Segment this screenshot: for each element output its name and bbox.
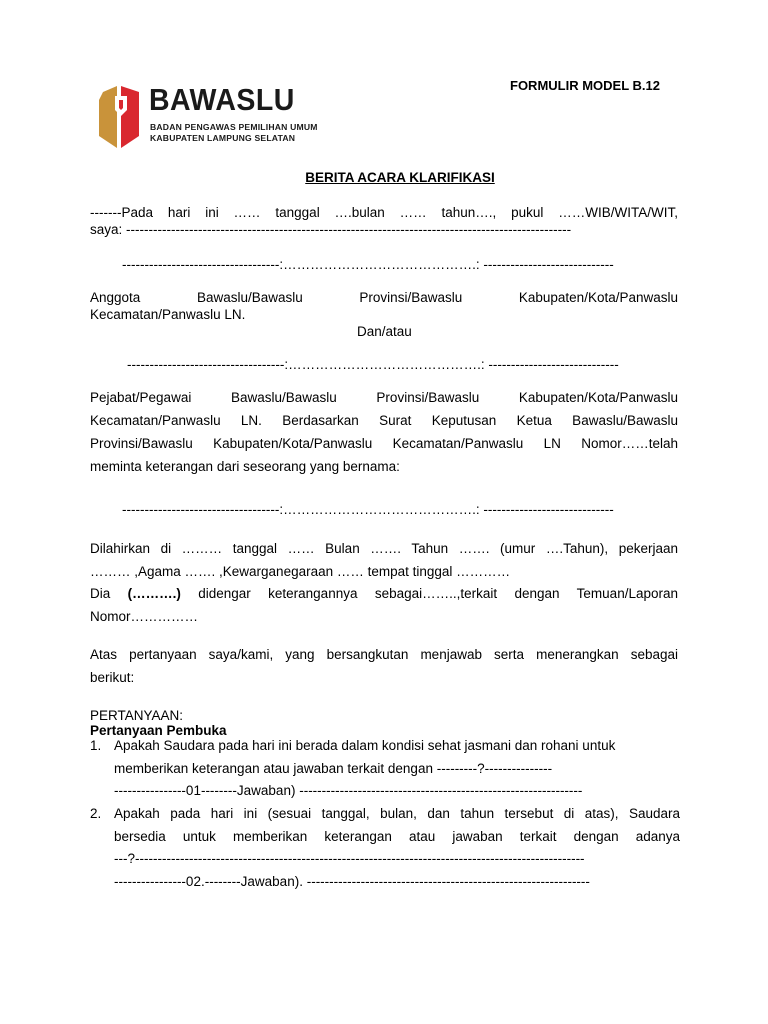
member-line-1: Anggota Bawaslu/Bawaslu Provinsi/Bawaslu Kabupaten/Kota/Panwaslu [90, 290, 678, 305]
question-2-line-2: bersedia untuk memberikan keterangan atau jawaban terkait dengan adanya [114, 829, 680, 844]
question-1-line-3: ----------------01--------Jawaban) --------------------------------------------------------------- [114, 783, 583, 798]
opening-line-2: saya: --------------------------------------------------------------------------------------------------- [90, 222, 572, 237]
official-line-2: Kecamatan/Panwaslu LN. Berdasarkan Surat Keputusan Ketua Bawaslu/Bawaslu [90, 413, 678, 428]
logo-subtitle-1: BADAN PENGAWAS PEMILIHAN UMUM [150, 122, 318, 132]
identity-name-placeholder: (……….) [127, 586, 181, 601]
answer-intro-line-2: berikut: [90, 670, 135, 685]
logo-subtitle-2: KABUPATEN LAMPUNG SELATAN [150, 133, 296, 143]
official-line-4: meminta keterangan dari seseorang yang bernama: [90, 459, 400, 474]
question-2-number: 2. [90, 806, 102, 821]
blank-line-3: -----------------------------------:…………………………………….: ----------------------------- [122, 502, 614, 517]
question-2-line-3: ---?---------------------------------------------------------------------------------------------------- [114, 851, 585, 866]
question-2-line-4: ----------------02.--------Jawaban). --------------------------------------------------------------- [114, 874, 590, 889]
and-or-label: Dan/atau [357, 324, 412, 339]
opening-questions-subheading: Pertanyaan Pembuka [90, 723, 227, 738]
question-2-line-1: Apakah pada hari ini (sesuai tanggal, bulan, dan tahun tersebut di atas), Saudara [114, 806, 680, 821]
logo-wordmark: BAWASLU [149, 82, 295, 117]
blank-line-2: -----------------------------------:…………………………………….: ----------------------------- [127, 357, 619, 372]
blank-line-1: -----------------------------------:…………………………………….: ----------------------------- [122, 257, 614, 272]
document-title: BERITA ACARA KLARIFIKASI [305, 170, 495, 185]
official-line-3: Provinsi/Bawaslu Kabupaten/Kota/Panwaslu Kecamatan/Panwaslu LN Nomor……telah [90, 436, 678, 451]
question-1-line-2: memberikan keterangan atau jawaban terkait dengan ---------?--------------- [114, 761, 553, 776]
identity-line-1: Dilahirkan di ……… tanggal …… Bulan ……. Tahun ……. (umur ….Tahun), pekerjaan [90, 541, 678, 556]
question-1-number: 1. [90, 738, 102, 753]
member-line-2: Kecamatan/Panwaslu LN. [90, 307, 246, 322]
identity-line-4: Nomor…………… [90, 609, 199, 624]
identity-line-3-end: didengar keterangannya sebagai……..,terkait dengan Temuan/Laporan [180, 586, 678, 601]
answer-intro-line-1: Atas pertanyaan saya/kami, yang bersangkutan menjawab serta menerangkan sebagai [90, 647, 678, 662]
bawaslu-logo [93, 82, 318, 150]
identity-line-2: ……… ,Agama ……. ,Kewarganegaraan …… tempat tinggal ………… [90, 564, 511, 579]
official-line-1: Pejabat/Pegawai Bawaslu/Bawaslu Provinsi/Bawaslu Kabupaten/Kota/Panwaslu [90, 390, 678, 405]
bawaslu-emblem-icon [93, 82, 145, 150]
question-1-line-1: Apakah Saudara pada hari ini berada dalam kondisi sehat jasmani dan rohani untuk [114, 738, 616, 753]
opening-line-1: -------Pada hari ini …… tanggal ….bulan …… tahun…., pukul ……WIB/WITA/WIT, [90, 205, 678, 220]
identity-line-3-start: Dia [90, 586, 128, 601]
identity-line-3 [90, 586, 678, 601]
form-code: FORMULIR MODEL B.12 [510, 78, 660, 93]
questions-heading: PERTANYAAN: [90, 708, 184, 723]
